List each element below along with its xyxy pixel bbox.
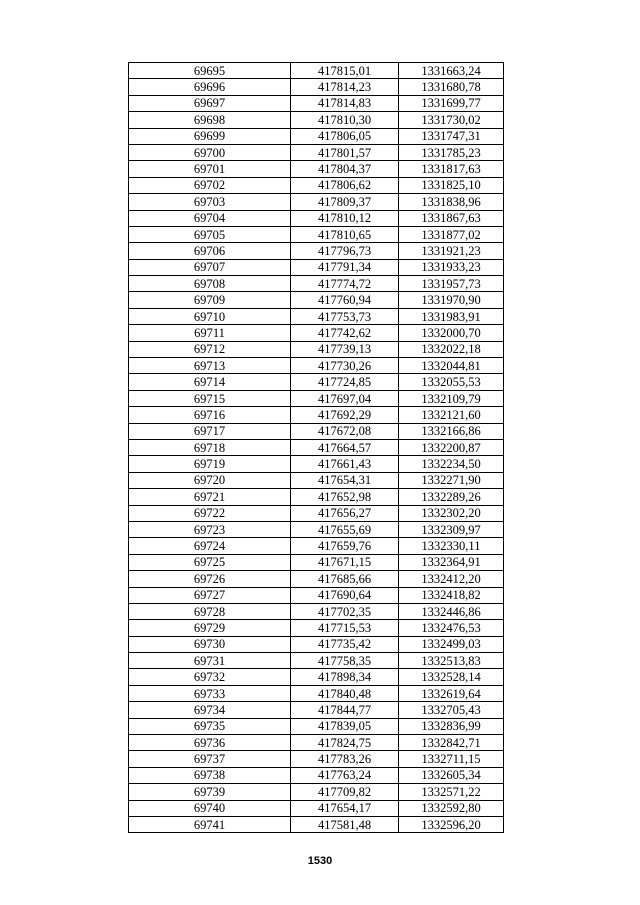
x-coordinate-cell: 417801,57: [291, 144, 399, 160]
x-coordinate-cell: 417656,27: [291, 505, 399, 521]
point-number-cell: 69713: [129, 358, 291, 374]
x-coordinate-cell: 417655,69: [291, 521, 399, 537]
table-row: [129, 702, 504, 718]
x-coordinate-cell: 417844,77: [291, 702, 399, 718]
y-coordinate-cell: 1331957,73: [399, 276, 504, 292]
x-coordinate-cell: 417739,13: [291, 341, 399, 357]
table-row: [129, 439, 504, 455]
x-coordinate-cell: 417685,66: [291, 571, 399, 587]
point-number-cell: 69732: [129, 669, 291, 685]
point-number-cell: 69722: [129, 505, 291, 521]
point-number-cell: 69698: [129, 112, 291, 128]
point-number-cell: 69721: [129, 489, 291, 505]
table-row: [129, 325, 504, 341]
table-row: [129, 390, 504, 406]
x-coordinate-cell: 417796,73: [291, 243, 399, 259]
table-row: [129, 669, 504, 685]
table-row: [129, 423, 504, 439]
y-coordinate-cell: 1332234,50: [399, 456, 504, 472]
x-coordinate-cell: 417652,98: [291, 489, 399, 505]
point-number-cell: 69702: [129, 177, 291, 193]
x-coordinate-cell: 417581,48: [291, 816, 399, 832]
point-number-cell: 69710: [129, 308, 291, 324]
point-number-cell: 69727: [129, 587, 291, 603]
table-row: [129, 636, 504, 652]
x-coordinate-cell: 417898,34: [291, 669, 399, 685]
y-coordinate-cell: 1332596,20: [399, 816, 504, 832]
point-number-cell: 69707: [129, 259, 291, 275]
y-coordinate-cell: 1332330,11: [399, 538, 504, 554]
y-coordinate-cell: 1332309,97: [399, 521, 504, 537]
x-coordinate-cell: 417671,15: [291, 554, 399, 570]
table-row: [129, 341, 504, 357]
point-number-cell: 69725: [129, 554, 291, 570]
y-coordinate-cell: 1332412,20: [399, 571, 504, 587]
table-row: [129, 95, 504, 111]
y-coordinate-cell: 1332499,03: [399, 636, 504, 652]
table-row: [129, 112, 504, 128]
y-coordinate-cell: 1332446,86: [399, 603, 504, 619]
x-coordinate-cell: 417774,72: [291, 276, 399, 292]
y-coordinate-cell: 1332302,20: [399, 505, 504, 521]
table-row: [129, 259, 504, 275]
table-row: [129, 718, 504, 734]
point-number-cell: 69734: [129, 702, 291, 718]
y-coordinate-cell: 1332476,53: [399, 620, 504, 636]
x-coordinate-cell: 417697,04: [291, 390, 399, 406]
y-coordinate-cell: 1332121,60: [399, 407, 504, 423]
x-coordinate-cell: 417814,23: [291, 79, 399, 95]
table-row: [129, 554, 504, 570]
point-number-cell: 69737: [129, 751, 291, 767]
x-coordinate-cell: 417654,17: [291, 800, 399, 816]
y-coordinate-cell: 1331663,24: [399, 63, 504, 79]
table-row: [129, 685, 504, 701]
x-coordinate-cell: 417742,62: [291, 325, 399, 341]
x-coordinate-cell: 417654,31: [291, 472, 399, 488]
table-row: [129, 407, 504, 423]
y-coordinate-cell: 1331970,90: [399, 292, 504, 308]
x-coordinate-cell: 417692,29: [291, 407, 399, 423]
y-coordinate-cell: 1332289,26: [399, 489, 504, 505]
point-number-cell: 69712: [129, 341, 291, 357]
y-coordinate-cell: 1332044,81: [399, 358, 504, 374]
y-coordinate-cell: 1331699,77: [399, 95, 504, 111]
y-coordinate-cell: 1331785,23: [399, 144, 504, 160]
y-coordinate-cell: 1332271,90: [399, 472, 504, 488]
table-row: [129, 784, 504, 800]
table-row: [129, 735, 504, 751]
x-coordinate-cell: 417730,26: [291, 358, 399, 374]
x-coordinate-cell: 417783,26: [291, 751, 399, 767]
y-coordinate-cell: 1332109,79: [399, 390, 504, 406]
y-coordinate-cell: 1332166,86: [399, 423, 504, 439]
x-coordinate-cell: 417758,35: [291, 653, 399, 669]
y-coordinate-cell: 1332619,64: [399, 685, 504, 701]
point-number-cell: 69730: [129, 636, 291, 652]
table-row: [129, 144, 504, 160]
y-coordinate-cell: 1331680,78: [399, 79, 504, 95]
table-row: [129, 603, 504, 619]
x-coordinate-cell: 417810,65: [291, 226, 399, 242]
table-row: [129, 767, 504, 783]
y-coordinate-cell: 1332418,82: [399, 587, 504, 603]
point-number-cell: 69724: [129, 538, 291, 554]
point-number-cell: 69723: [129, 521, 291, 537]
point-number-cell: 69708: [129, 276, 291, 292]
x-coordinate-cell: 417735,42: [291, 636, 399, 652]
y-coordinate-cell: 1332200,87: [399, 439, 504, 455]
x-coordinate-cell: 417809,37: [291, 194, 399, 210]
y-coordinate-cell: 1332022,18: [399, 341, 504, 357]
x-coordinate-cell: 417709,82: [291, 784, 399, 800]
y-coordinate-cell: 1332605,34: [399, 767, 504, 783]
point-number-cell: 69717: [129, 423, 291, 439]
x-coordinate-cell: 417724,85: [291, 374, 399, 390]
point-number-cell: 69741: [129, 816, 291, 832]
table-row: [129, 521, 504, 537]
point-number-cell: 69706: [129, 243, 291, 259]
table-row: [129, 358, 504, 374]
table-row: [129, 63, 504, 79]
y-coordinate-cell: 1331983,91: [399, 308, 504, 324]
y-coordinate-cell: 1331877,02: [399, 226, 504, 242]
x-coordinate-cell: 417791,34: [291, 259, 399, 275]
table-row: [129, 374, 504, 390]
table-row: [129, 456, 504, 472]
point-number-cell: 69705: [129, 226, 291, 242]
y-coordinate-cell: 1331921,23: [399, 243, 504, 259]
x-coordinate-cell: 417760,94: [291, 292, 399, 308]
point-number-cell: 69731: [129, 653, 291, 669]
x-coordinate-cell: 417839,05: [291, 718, 399, 734]
table-row: [129, 800, 504, 816]
y-coordinate-cell: 1331817,63: [399, 161, 504, 177]
point-number-cell: 69697: [129, 95, 291, 111]
table-row: [129, 194, 504, 210]
x-coordinate-cell: 417824,75: [291, 735, 399, 751]
x-coordinate-cell: 417806,62: [291, 177, 399, 193]
point-number-cell: 69740: [129, 800, 291, 816]
point-number-cell: 69704: [129, 210, 291, 226]
table-row: [129, 751, 504, 767]
table-row: [129, 816, 504, 832]
table-row: [129, 620, 504, 636]
x-coordinate-cell: 417810,12: [291, 210, 399, 226]
point-number-cell: 69733: [129, 685, 291, 701]
table-row: [129, 489, 504, 505]
point-number-cell: 69735: [129, 718, 291, 734]
point-number-cell: 69699: [129, 128, 291, 144]
y-coordinate-cell: 1331933,23: [399, 259, 504, 275]
x-coordinate-cell: 417661,43: [291, 456, 399, 472]
x-coordinate-cell: 417715,53: [291, 620, 399, 636]
x-coordinate-cell: 417690,64: [291, 587, 399, 603]
point-number-cell: 69695: [129, 63, 291, 79]
table-row: [129, 161, 504, 177]
point-number-cell: 69726: [129, 571, 291, 587]
x-coordinate-cell: 417806,05: [291, 128, 399, 144]
y-coordinate-cell: 1331867,63: [399, 210, 504, 226]
y-coordinate-cell: 1331747,31: [399, 128, 504, 144]
x-coordinate-cell: 417840,48: [291, 685, 399, 701]
x-coordinate-cell: 417672,08: [291, 423, 399, 439]
point-number-cell: 69715: [129, 390, 291, 406]
table-row: [129, 128, 504, 144]
y-coordinate-cell: 1332528,14: [399, 669, 504, 685]
point-number-cell: 69719: [129, 456, 291, 472]
x-coordinate-cell: 417664,57: [291, 439, 399, 455]
y-coordinate-cell: 1332592,80: [399, 800, 504, 816]
x-coordinate-cell: 417659,76: [291, 538, 399, 554]
table-row: [129, 226, 504, 242]
coordinates-table: [128, 62, 504, 833]
point-number-cell: 69716: [129, 407, 291, 423]
table-row: [129, 243, 504, 259]
point-number-cell: 69701: [129, 161, 291, 177]
point-number-cell: 69720: [129, 472, 291, 488]
x-coordinate-cell: 417763,24: [291, 767, 399, 783]
point-number-cell: 69700: [129, 144, 291, 160]
y-coordinate-cell: 1331838,96: [399, 194, 504, 210]
point-number-cell: 69714: [129, 374, 291, 390]
y-coordinate-cell: 1332513,83: [399, 653, 504, 669]
point-number-cell: 69709: [129, 292, 291, 308]
table-row: [129, 79, 504, 95]
y-coordinate-cell: 1332705,43: [399, 702, 504, 718]
table-row: [129, 276, 504, 292]
x-coordinate-cell: 417753,73: [291, 308, 399, 324]
table-row: [129, 538, 504, 554]
table-row: [129, 308, 504, 324]
y-coordinate-cell: 1332364,91: [399, 554, 504, 570]
table-row: [129, 472, 504, 488]
table-row: [129, 292, 504, 308]
y-coordinate-cell: 1332571,22: [399, 784, 504, 800]
point-number-cell: 69738: [129, 767, 291, 783]
x-coordinate-cell: 417814,83: [291, 95, 399, 111]
x-coordinate-cell: 417804,37: [291, 161, 399, 177]
x-coordinate-cell: 417702,35: [291, 603, 399, 619]
table-row: [129, 177, 504, 193]
point-number-cell: 69711: [129, 325, 291, 341]
table-row: [129, 571, 504, 587]
point-number-cell: 69736: [129, 735, 291, 751]
point-number-cell: 69739: [129, 784, 291, 800]
point-number-cell: 69728: [129, 603, 291, 619]
y-coordinate-cell: 1331730,02: [399, 112, 504, 128]
point-number-cell: 69696: [129, 79, 291, 95]
y-coordinate-cell: 1332000,70: [399, 325, 504, 341]
table-row: [129, 653, 504, 669]
point-number-cell: 69703: [129, 194, 291, 210]
x-coordinate-cell: 417810,30: [291, 112, 399, 128]
y-coordinate-cell: 1332055,53: [399, 374, 504, 390]
table-row: [129, 210, 504, 226]
page-number: 1530: [307, 855, 333, 867]
table-row: [129, 505, 504, 521]
x-coordinate-cell: 417815,01: [291, 63, 399, 79]
point-number-cell: 69718: [129, 439, 291, 455]
table-row: [129, 587, 504, 603]
y-coordinate-cell: 1332711,15: [399, 751, 504, 767]
point-number-cell: 69729: [129, 620, 291, 636]
coordinates-table-body: [129, 63, 504, 833]
y-coordinate-cell: 1332836,99: [399, 718, 504, 734]
y-coordinate-cell: 1331825,10: [399, 177, 504, 193]
y-coordinate-cell: 1332842,71: [399, 735, 504, 751]
